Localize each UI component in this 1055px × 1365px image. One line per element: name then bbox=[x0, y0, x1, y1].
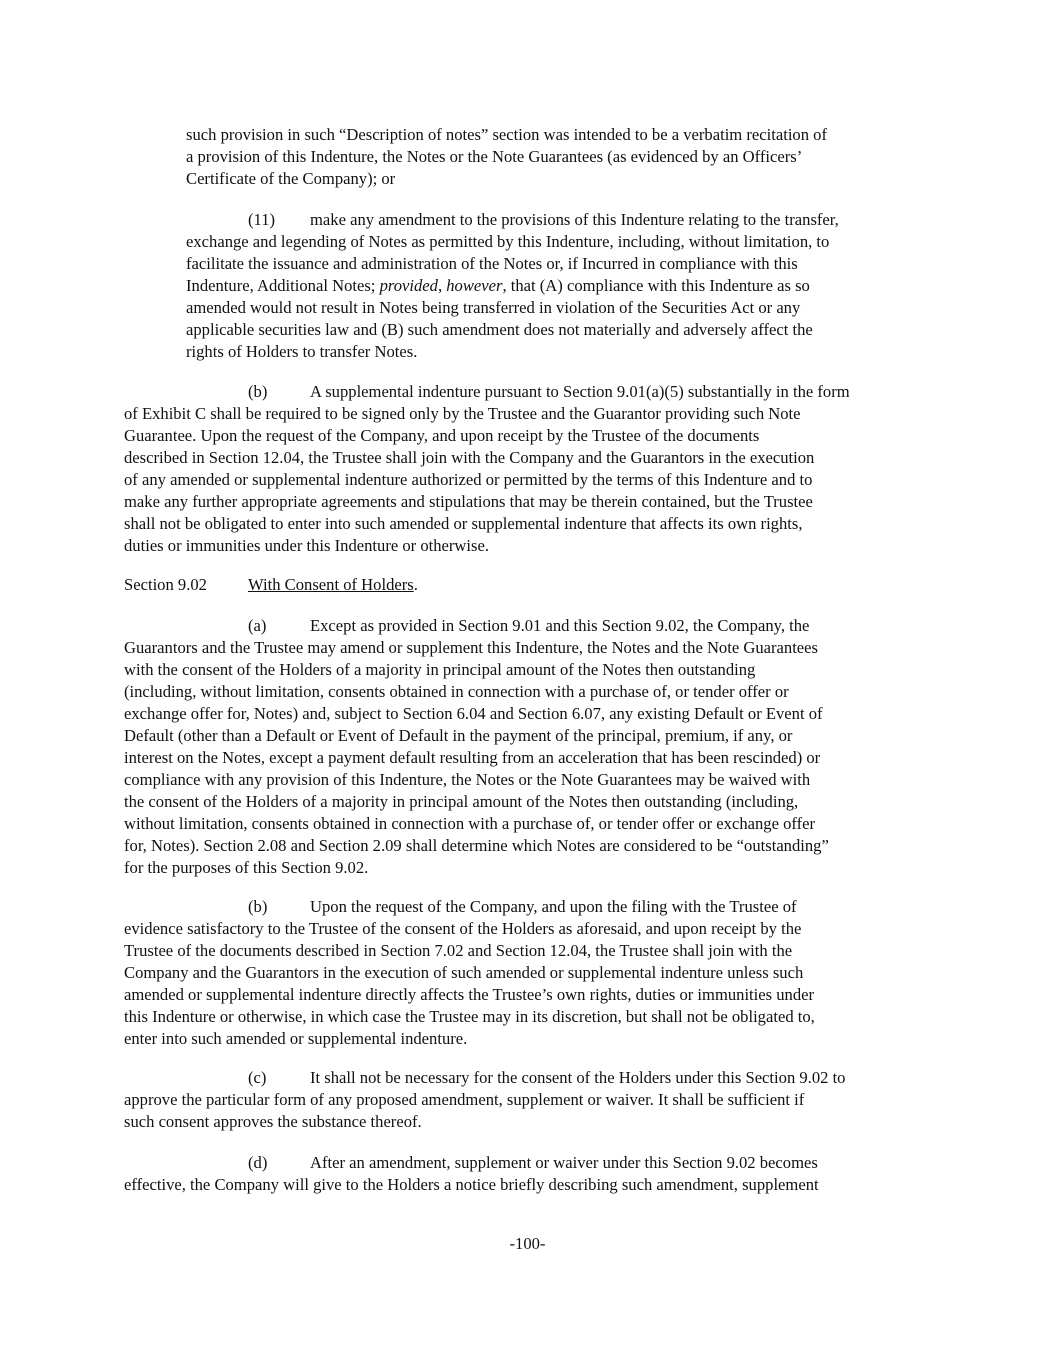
text-line: (11) make any amendment to the provisions of this Indenture relating to the transfer, bbox=[248, 210, 839, 229]
text-line: exchange and legending of Notes as permitted by this Indenture, including, without limitation, to bbox=[186, 232, 830, 251]
paragraph-b-consent bbox=[124, 896, 946, 1050]
text-line: effective, the Company will give to the Holders a notice briefly describing such amendment, supplement bbox=[124, 1175, 819, 1194]
text-line: Indenture, Additional Notes; provided, however, that (A) compliance with this Indenture as so bbox=[186, 276, 810, 295]
text-line: this Indenture or otherwise, in which case the Trustee may in its discretion, but shall not be obligated to, bbox=[124, 1007, 815, 1026]
text-line: interest on the Notes, except a payment default resulting from an acceleration that has been rescinded) or bbox=[124, 748, 821, 767]
text-line: (d) After an amendment, supplement or waiver under this Section 9.02 becomes bbox=[248, 1153, 818, 1172]
clause-label: (a) bbox=[248, 616, 267, 635]
italic-however: however bbox=[446, 276, 503, 295]
text-line: Guarantee. Upon the request of the Company, and upon receipt by the Trustee of the documents bbox=[124, 426, 760, 445]
clause-label: (d) bbox=[248, 1153, 268, 1172]
text-line: (including, without limitation, consents obtained in connection with a purchase of, or tender offer or bbox=[124, 682, 789, 701]
text-line: compliance with any provision of this Indenture, the Notes or the Note Guarantees may be waived with bbox=[124, 770, 811, 789]
text-line: rights of Holders to transfer Notes. bbox=[186, 342, 418, 361]
text-line: applicable securities law and (B) such amendment does not materially and adversely affect the bbox=[186, 320, 813, 339]
text-line: exchange offer for, Notes) and, subject to Section 6.04 and Section 6.07, any existing Default or Event of bbox=[124, 704, 823, 723]
text-line: Guarantors and the Trustee may amend or supplement this Indenture, the Notes and the Note Guarantees bbox=[124, 638, 818, 657]
text-line: described in Section 12.04, the Trustee shall join with the Company and the Guarantors in the execution bbox=[124, 448, 815, 467]
text-line: (a) Except as provided in Section 9.01 and this Section 9.02, the Company, the bbox=[248, 616, 810, 635]
text-line: shall not be obligated to enter into such amended or supplemental indenture that affects its own rights, bbox=[124, 514, 803, 533]
text-line: for the purposes of this Section 9.02. bbox=[124, 858, 369, 877]
text-line: (c) It shall not be necessary for the consent of the Holders under this Section 9.02 to bbox=[248, 1068, 846, 1087]
text-line: such consent approves the substance thereof. bbox=[124, 1112, 422, 1131]
clause-label: (b) bbox=[248, 382, 268, 401]
clause-label: (11) bbox=[248, 210, 276, 229]
text-line: Default (other than a Default or Event of Default in the payment of the principal, premium, if any, or bbox=[124, 726, 793, 745]
text-line: of Exhibit C shall be required to be signed only by the Trustee and the Guarantor providing such Note bbox=[124, 404, 801, 423]
section-heading: Section 9.02 With Consent of Holders. bbox=[124, 575, 418, 594]
text-line: for, Notes). Section 2.08 and Section 2.09 shall determine which Notes are considered to be “outstanding” bbox=[124, 836, 829, 855]
text-line: Company and the Guarantors in the execution of such amended or supplemental indenture unless such bbox=[124, 963, 804, 982]
text-line: amended or supplemental indenture directly affects the Trustee’s own rights, duties or immunities under bbox=[124, 985, 815, 1004]
paragraph-c bbox=[124, 1067, 946, 1133]
text-line: enter into such amended or supplemental indenture. bbox=[124, 1029, 468, 1048]
text-line: (b) Upon the request of the Company, and upon the filing with the Trustee of bbox=[248, 897, 797, 916]
text-line: facilitate the issuance and administration of the Notes or, if Incurred in compliance with this bbox=[186, 254, 798, 273]
text-line: (b) A supplemental indenture pursuant to Section 9.01(a)(5) substantially in the form bbox=[248, 382, 850, 401]
text-line: the consent of the Holders of a majority in principal amount of the Notes then outstanding (including, bbox=[124, 792, 799, 811]
text-line: approve the particular form of any proposed amendment, supplement or waiver. It shall be sufficient if bbox=[124, 1090, 805, 1109]
section-number: Section 9.02 bbox=[124, 575, 207, 594]
text-line: make any further appropriate agreements and stipulations that may be therein contained, but the Trustee bbox=[124, 492, 813, 511]
text-line: with the consent of the Holders of a majority in principal amount of the Notes then outstanding bbox=[124, 660, 756, 679]
clause-label: (c) bbox=[248, 1068, 267, 1087]
text-line: a provision of this Indenture, the Notes or the Note Guarantees (as evidenced by an Officers’ bbox=[186, 147, 803, 166]
text-line: of any amended or supplemental indenture authorized or permitted by the terms of this Indenture and to bbox=[124, 470, 813, 489]
clause-label: (b) bbox=[248, 897, 268, 916]
text-line: such provision in such “Description of notes” section was intended to be a verbatim recitation of bbox=[186, 125, 827, 144]
text-line: duties or immunities under this Indenture or otherwise. bbox=[124, 536, 489, 555]
paragraph-continuation bbox=[186, 124, 946, 190]
paragraph-d bbox=[124, 1152, 946, 1196]
paragraph-a bbox=[124, 615, 946, 879]
text-line: evidence satisfactory to the Trustee of the consent of the Holders as aforesaid, and upon receipt by the bbox=[124, 919, 802, 938]
paragraph-11 bbox=[186, 209, 946, 363]
italic-provided: provided bbox=[379, 276, 438, 295]
text-line: amended would not result in Notes being transferred in violation of the Securities Act or any bbox=[186, 298, 801, 317]
page-number: -100- bbox=[509, 1234, 546, 1253]
text-line: without limitation, consents obtained in connection with a purchase of, or tender offer or exchange offer bbox=[124, 814, 816, 833]
text-line: Trustee of the documents described in Section 7.02 and Section 12.04, the Trustee shall join with the bbox=[124, 941, 793, 960]
paragraph-b-supplemental bbox=[124, 381, 946, 557]
text-line: Certificate of the Company); or bbox=[186, 169, 396, 188]
section-title: With Consent of Holders bbox=[248, 575, 414, 594]
